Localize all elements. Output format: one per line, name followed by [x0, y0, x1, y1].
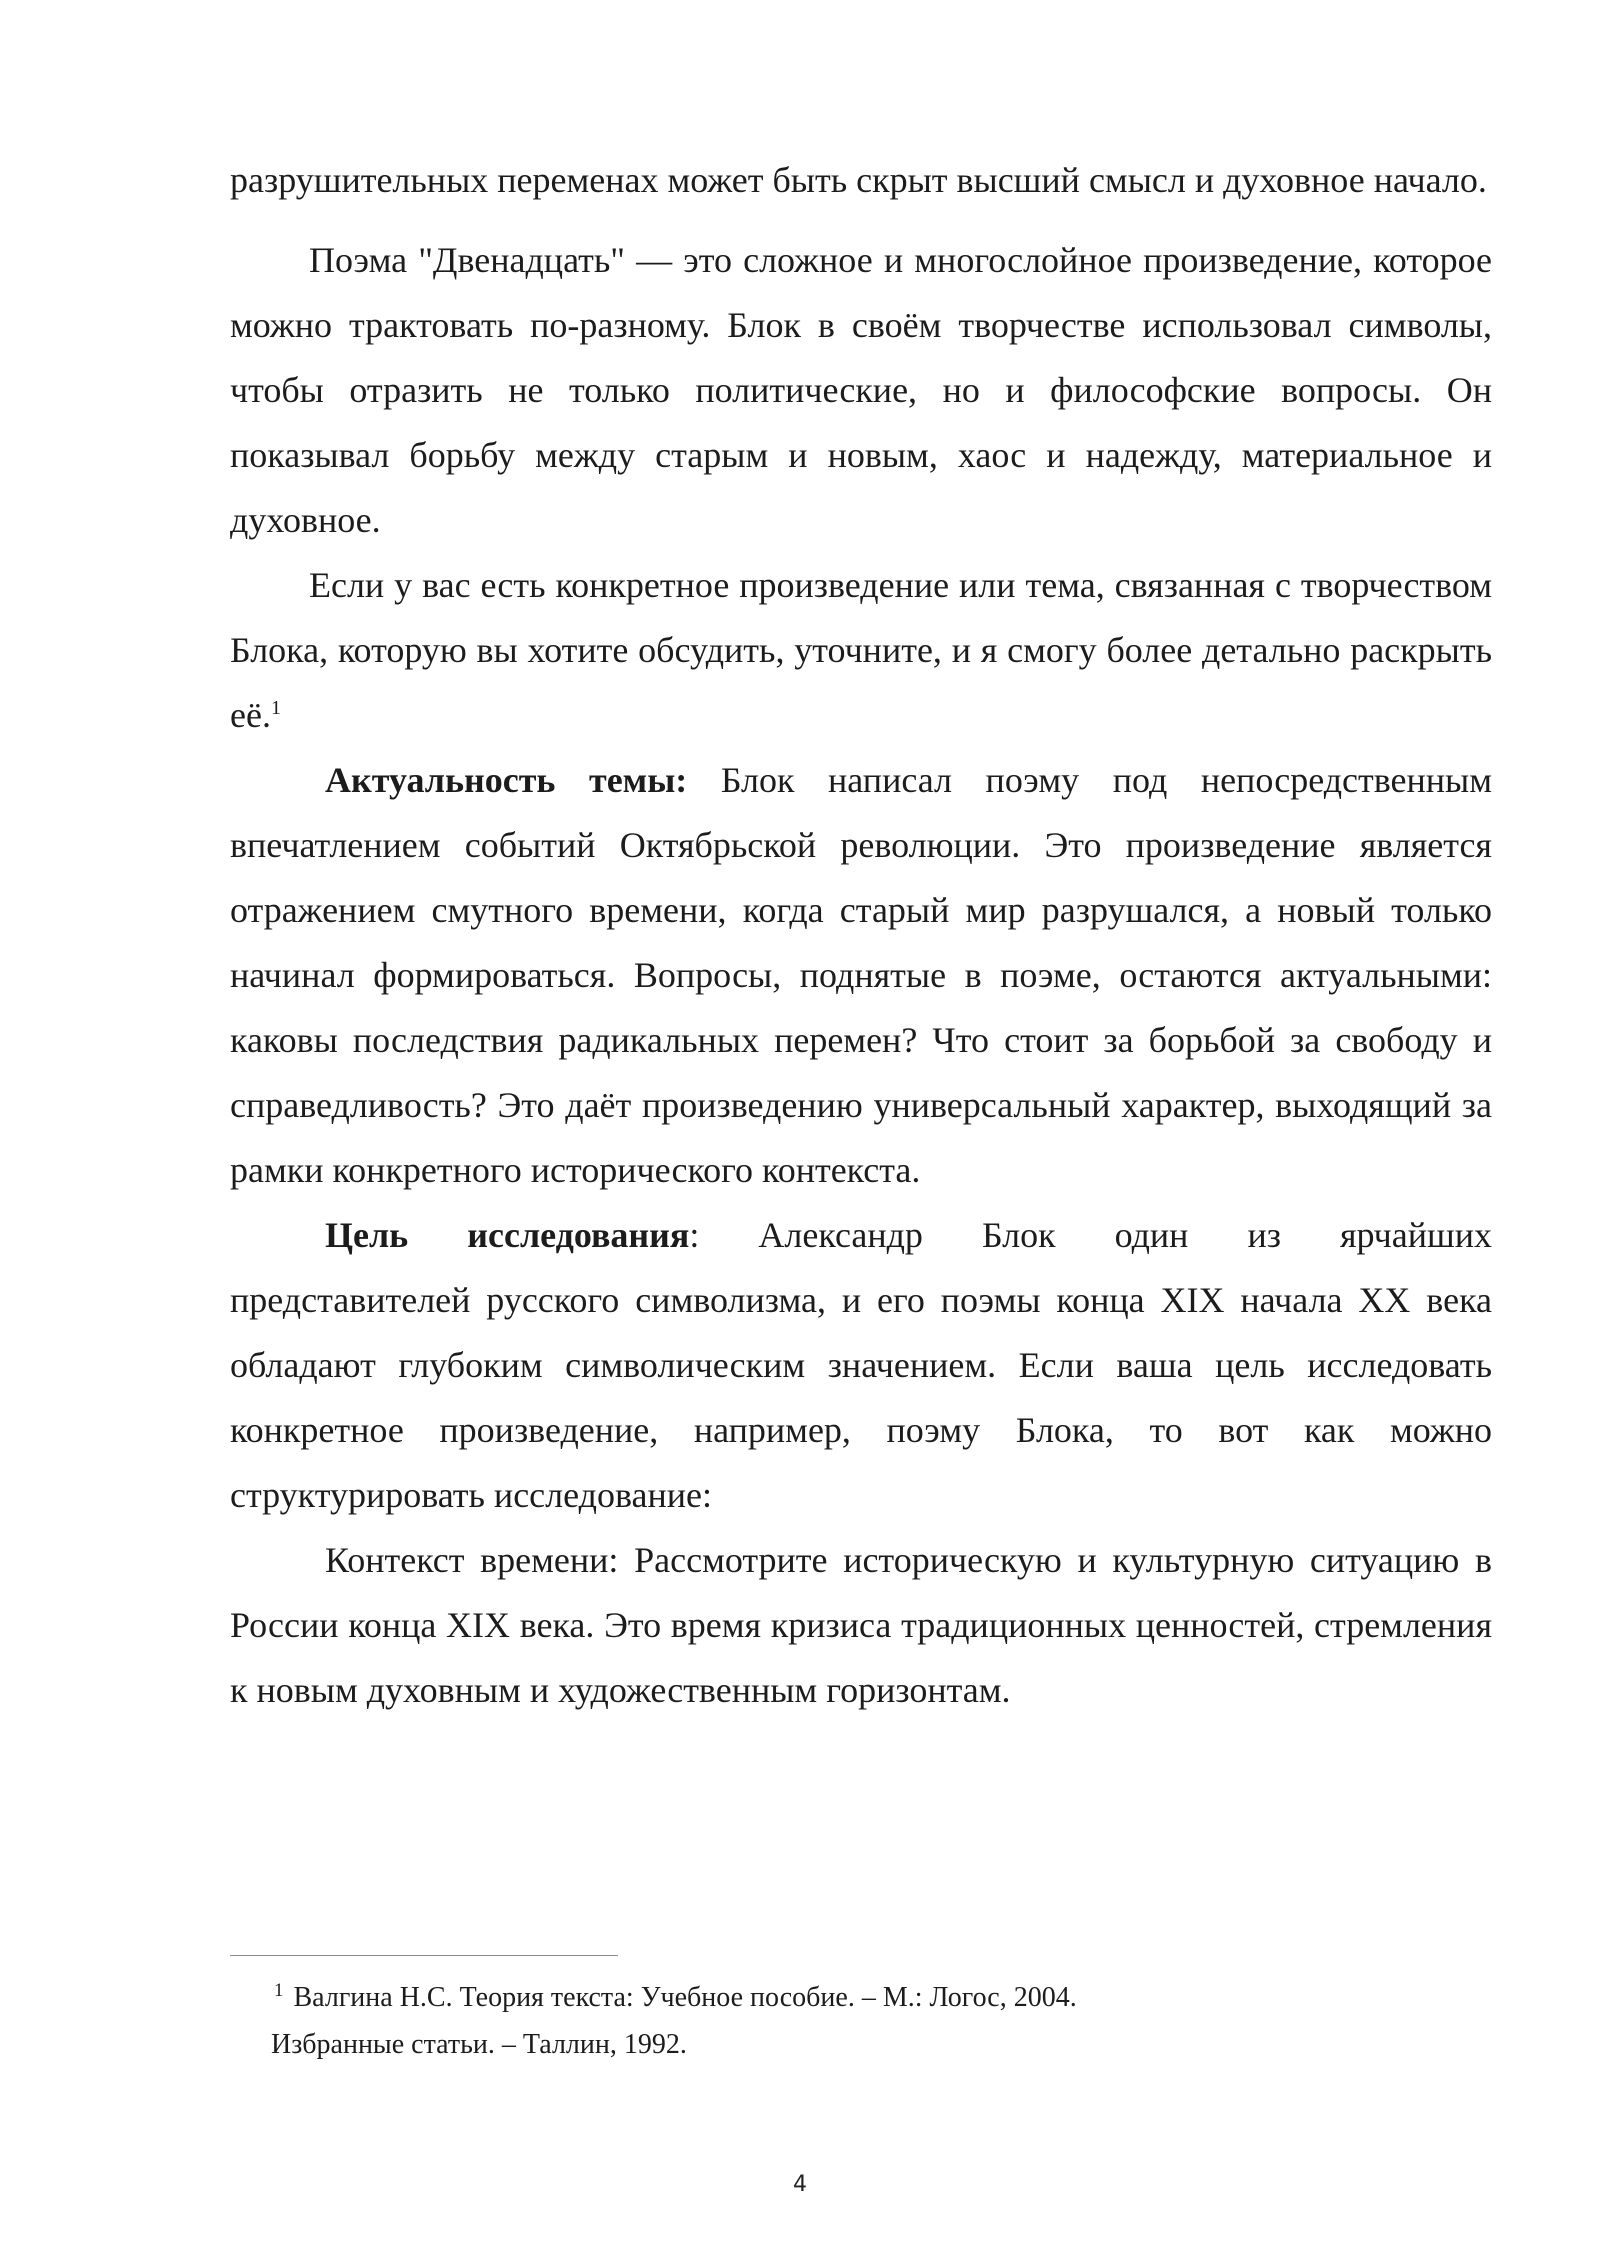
page-number: 4 [793, 2172, 807, 2197]
paragraph-context [230, 1528, 1492, 1723]
footnote-line-2: Избранные статьи. – Таллин, 1992. [271, 2029, 687, 2060]
paragraph-text: Контекст времени: Рассмотрите историческую и культурную ситуацию в России конца XIX века. Это время кризиса традиционных ценностей, стремления к новым духовным и художественным горизонтам. [230, 1540, 1492, 1710]
paragraph-continuation [230, 148, 1492, 213]
paragraph-goal [230, 1203, 1492, 1528]
paragraph-text: Если у вас есть конкретное произведение или тема, связанная с творчеством Блока, которую вы хотите обсудить, уточните, и я смогу более детально раскрыть её. [230, 565, 1492, 735]
paragraph-text: Блок написал поэму под непосредственным впечатлением событий Октябрьской революции. Это произведение является отражением смутного времени, когда старый мир разрушался, а новый только начинал формироваться. Вопросы, поднятые в поэме, остаются актуальными: каковы последствия радикальных перемен? Что стоит за борьбой за свободу и справедливость? Это даёт произведению универсальный характер, выходящий за рамки конкретного исторического контекста. [230, 760, 1492, 1190]
goal-first-line [230, 1203, 1492, 1268]
section-heading-goal: Цель исследования [325, 1215, 690, 1255]
footnote-reference[interactable]: 1 [270, 697, 281, 719]
main-text [230, 148, 1492, 1723]
paragraph-text: разрушительных переменах может быть скрыт высший смысл и духовное начало. [230, 160, 1487, 200]
footnote-line-1: Валгина Н.С. Теория текста: Учебное пособие. – М.: Логос, 2004. [293, 1982, 1077, 2013]
section-heading-relevance: Актуальность темы: [325, 760, 688, 800]
footnote-number: 1 [274, 1979, 284, 2001]
goal-first-line-text: : Александр Блок один из ярчайших [689, 1215, 1492, 1255]
paragraph-text: представителей русского символизма, и его поэмы конца XIX начала XX века обладают глубоким символическим значением. Если ваша цель исследовать конкретное произведение, например, поэму Блока, то вот как можно структурировать исследование: [230, 1280, 1492, 1515]
paragraph-request [230, 553, 1492, 748]
paragraph-relevance [230, 748, 1492, 1203]
footnote-separator [230, 1955, 618, 1956]
paragraph-text: Поэма "Двенадцать" — это сложное и многослойное произведение, которое можно трактовать по-разному. Блок в своём творчестве использовал символы, чтобы отразить не только политические, но и философские вопросы. Он показывал борьбу между старым и новым, хаос и надежду, материальное и духовное. [230, 240, 1492, 540]
paragraph-twelve-poem [230, 228, 1492, 553]
footnote [271, 1974, 1374, 2068]
